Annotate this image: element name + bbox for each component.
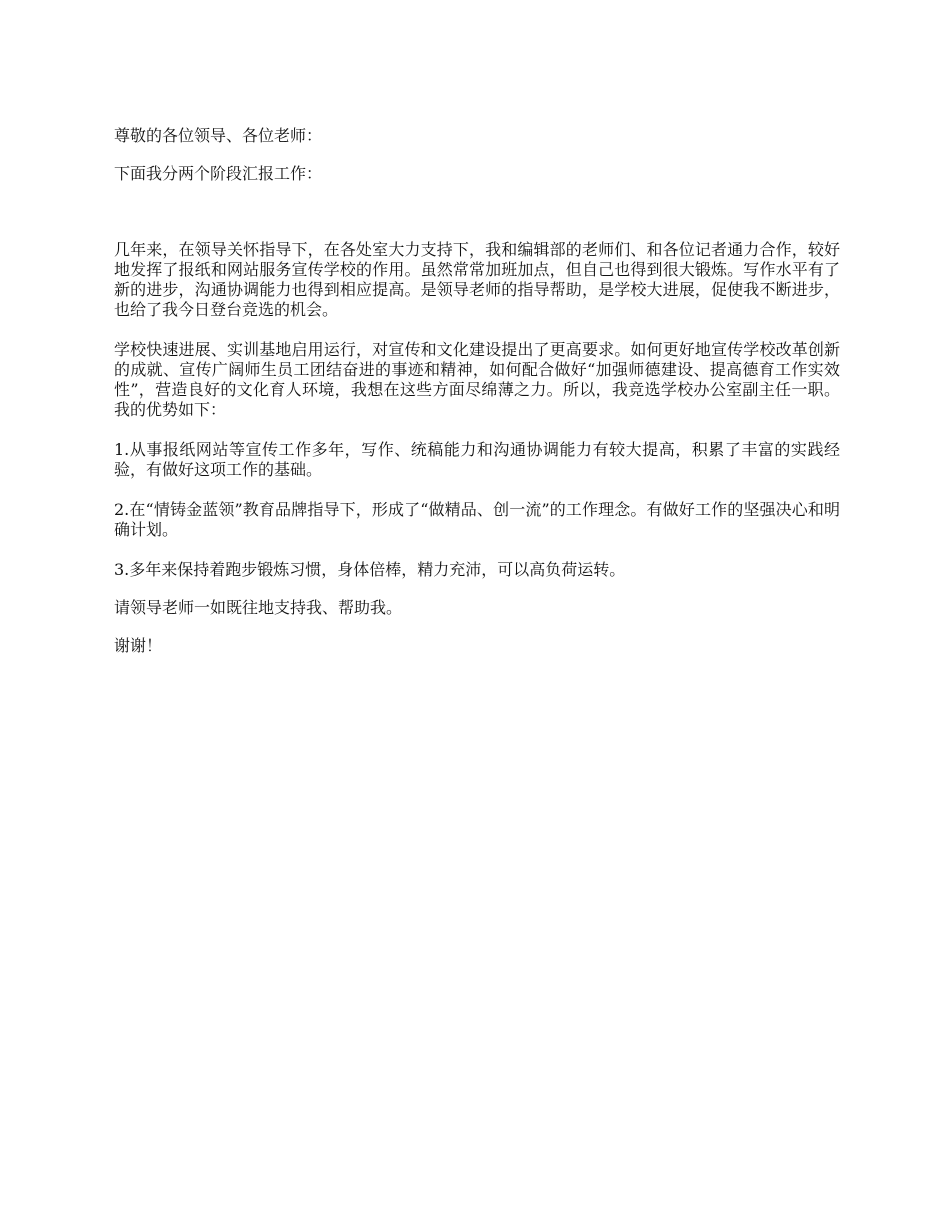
document-body xyxy=(114,126,840,674)
greeting-line: 尊敬的各位领导、各位老师： xyxy=(114,126,323,145)
advantage-item-2: 2.在“情铸金蓝领”教育品牌指导下，形成了“做精品、创一流”的工作理念。有做好工作的坚强决心和明确计划。 xyxy=(114,500,840,539)
advantage-item-1: 1.从事报纸网站等宣传工作多年，写作、统稿能力和沟通协调能力有较大提高，积累了丰富的实践经验，有做好这项工作的基础。 xyxy=(114,440,840,479)
advantage-item-3: 3.多年来保持着跑步锻炼习惯，身体倍棒，精力充沛，可以高负荷运转。 xyxy=(114,560,626,579)
closing-thanks: 谢谢！ xyxy=(114,636,163,655)
closing-request: 请领导老师一如既往地支持我、帮助我。 xyxy=(114,598,403,617)
paragraph-motivation: 学校快速进展、实训基地启用运行，对宣传和文化建设提出了更高要求。如何更好地宣传学校改革创新的成就、宣传广阔师生员工团结奋进的事迹和精神，如何配合做好“加强师德建设、提高德育工作实效性”，营造良好的文化育人环境，我想在这些方面尽绵薄之力。所以，我竞选学校办公室副主任一职。我的优势如下： xyxy=(114,340,840,419)
paragraph-experience: 几年来，在领导关怀指导下，在各处室大力支持下，我和编辑部的老师们、和各位记者通力合作，较好地发挥了报纸和网站服务宣传学校的作用。虽然常常加班加点，但自己也得到很大锻炼。写作水平有了新的进步，沟通协调能力也得到相应提高。是领导老师的指导帮助，是学校大进展，促使我不断进步，也给了我今日登台竞选的机会。 xyxy=(114,240,840,319)
intro-line: 下面我分两个阶段汇报工作： xyxy=(114,164,323,183)
